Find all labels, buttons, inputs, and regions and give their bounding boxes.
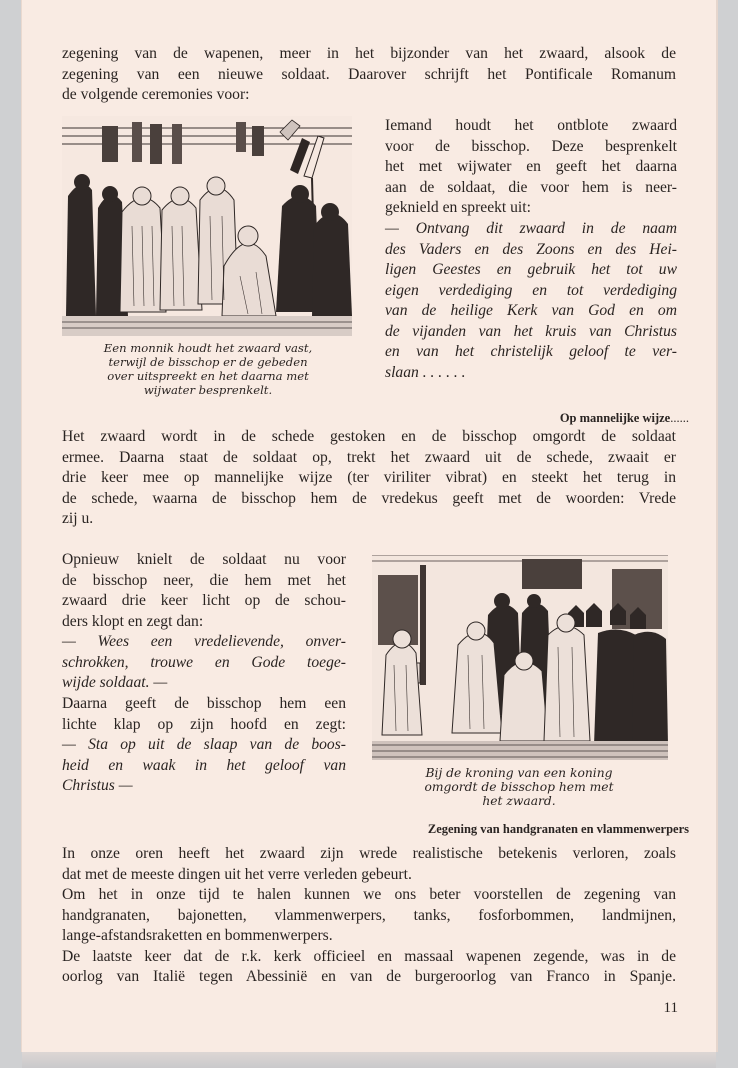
text-line: ders klopt en zegt dan: — [62, 612, 204, 630]
text-line: eigen verdediging en tot verdediging — [385, 281, 677, 299]
text-line: aan de soldaat, die voor hem is neer- — [385, 178, 677, 196]
quote-peaceful-soldier — [62, 632, 346, 694]
text-line: zegening van de wapenen, meer in het bijzonder van het zwaard, alsook de — [62, 45, 676, 62]
heading-text: Zegening van handgranaten en vlammenwerpers — [427, 822, 689, 836]
text-line: drie keer mee op mannelijke wijze (ter viriliter vibrat) en steekt het terug in — [62, 469, 676, 486]
left-column-paragraph — [62, 550, 346, 632]
text-line: de bisschop neer, die hem met het — [62, 571, 346, 589]
text-line: de vijanden van het kruis van Christus — [385, 322, 677, 340]
quote-rise-up — [62, 735, 346, 797]
text-line: Iemand houdt het ontblote zwaard — [385, 117, 677, 134]
page-number: 11 — [663, 1000, 678, 1016]
text-line: — Sta op uit de slaap van de boos- — [62, 736, 346, 753]
text-line: zij u. — [62, 510, 94, 527]
text-line: Om het in onze tijd te halen kunnen we ons beter voorstellen de zegening van — [62, 886, 676, 903]
text-line: lichte klap op zijn hoofd en zegt: — [62, 715, 346, 733]
text-line: ermee. Daarna staat de soldaat op, trekt het zwaard uit de schede, zwaait er — [62, 448, 676, 466]
text-line: lange-afstandsraketten en bommenwerpers. — [62, 927, 333, 944]
paragraph-modern-weapons — [62, 844, 676, 988]
caption-line: het zwaard. — [482, 794, 556, 808]
caption-engraving-2 — [366, 766, 672, 808]
quote-blessing — [385, 219, 677, 383]
text-line: van de heilige Kerk van God en om — [385, 302, 677, 319]
text-line: geknield en spreekt uit: — [385, 199, 531, 216]
engraving-coronation — [372, 555, 668, 760]
text-line: zwaard drie keer licht op de schou- — [62, 592, 346, 609]
heading-ellipsis: ...... — [670, 411, 689, 425]
text-line: slaan . . . . . . — [385, 363, 466, 381]
text-line: heid en waak in het geloof van — [62, 756, 346, 774]
caption-line: Bij de kroning van een koning — [425, 766, 613, 780]
page-edge — [22, 1052, 716, 1068]
text-line: Daarna geeft de bisschop hem een — [62, 695, 346, 712]
text-line: wijde soldaat. — — [62, 674, 168, 691]
right-column-paragraph — [385, 116, 677, 219]
text-line: De laatste keer dat de r.k. kerk officieel en massaal wapenen zegende, was in de — [62, 947, 676, 965]
section-heading-grenades — [428, 822, 689, 837]
text-line: de schede, waarna de bisschop hem de vredekus geeft met de woorden: Vrede — [62, 489, 676, 507]
caption-line: omgordt de bisschop hem met — [424, 780, 614, 794]
text-line: dat met de meeste dingen uit het verre verleden gebeurt. — [62, 865, 412, 883]
section-heading-manly — [560, 411, 689, 426]
caption-line: wijwater besprenkelt. — [143, 383, 273, 397]
text-line: de volgende ceremonies voor: — [62, 86, 250, 103]
text-line: handgranaten, bajonetten, vlammenwerpers, tanks, fosforbommen, landmijnen, — [62, 906, 676, 924]
engraving-sword-blessing — [62, 116, 352, 336]
text-line: des Vaders en des Zoons en des Hei- — [385, 240, 677, 258]
text-line: — Ontvang dit zwaard in de naam — [385, 220, 677, 237]
text-line: ligen Geestes en gebruik het tot uw — [385, 261, 677, 278]
text-line: Opnieuw knielt de soldaat nu voor — [62, 551, 346, 568]
text-line: oorlog van Italië tegen Abessinië en van de burgeroorlog van Franco in Spanje. — [62, 968, 676, 985]
text-line: Het zwaard wordt in de schede gestoken en de bisschop omgordt de soldaat — [62, 428, 676, 445]
text-line: — Wees een vredelievende, onver- — [62, 633, 346, 650]
intro-paragraph — [62, 44, 676, 106]
paragraph-sheath — [62, 427, 676, 530]
caption-line: over uitspreekt en het daarna met — [107, 369, 309, 383]
text-line: Christus — — [62, 777, 133, 794]
text-line: het met wijwater en geeft het daarna — [385, 158, 677, 175]
text-line: en van het christelijk geloof te ver- — [385, 343, 677, 360]
caption-line: Een monnik houdt het zwaard vast, — [103, 341, 313, 355]
text-line: schrokken, trouwe en Gode toege- — [62, 653, 346, 671]
heading-text: Op mannelijke wijze — [559, 411, 671, 425]
text-line: zegening van een nieuwe soldaat. Daarover schrijft het Pontificale Romanum — [62, 65, 676, 83]
text-line: In onze oren heeft het zwaard zijn wrede realistische betekenis verloren, zoals — [62, 845, 676, 862]
caption-line: terwijl de bisschop er de gebeden — [108, 355, 308, 369]
text-line: voor de bisschop. Deze besprenkelt — [385, 137, 677, 155]
left-column-paragraph-2 — [62, 694, 346, 735]
caption-engraving-1 — [60, 341, 356, 397]
